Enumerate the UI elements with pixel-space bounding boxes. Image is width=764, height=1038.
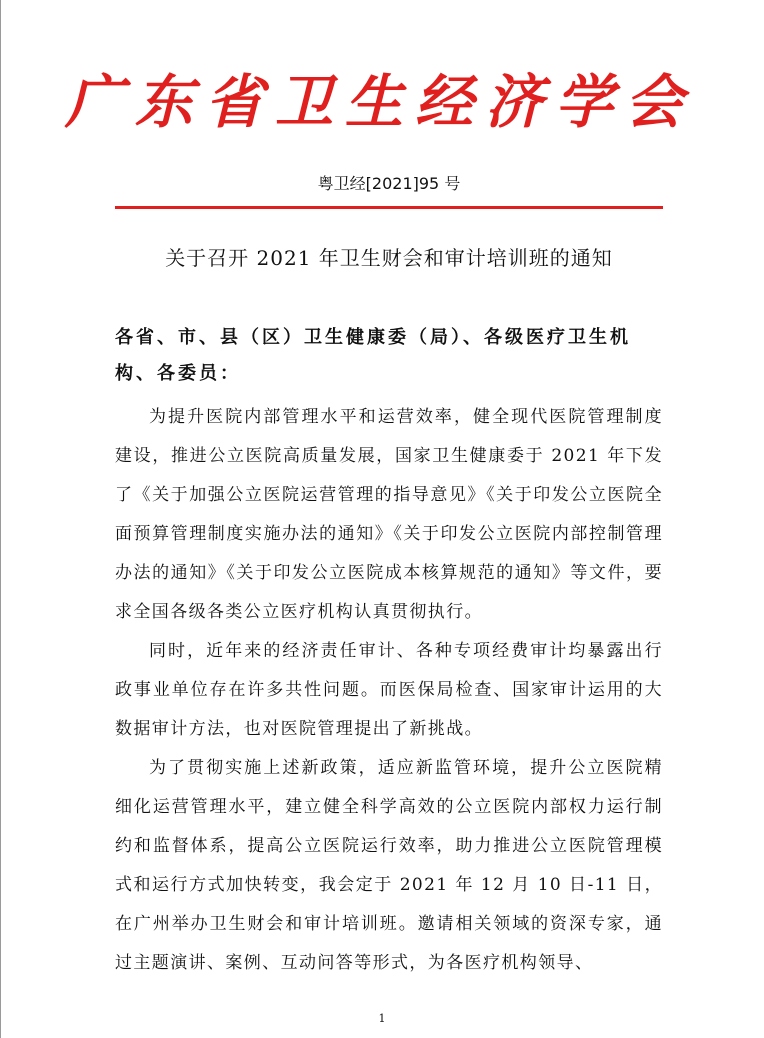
body-paragraph: 同时，近年来的经济责任审计、各种专项经费审计均暴露出行政事业单位存在许多共性问题。而医保局检查、国家审计运用的大数据审计方法，也对医院管理提出了新挑战。	[115, 641, 663, 739]
notice-title: 关于召开 2021 年卫生财会和审计培训班的通知	[165, 246, 613, 270]
red-divider-line	[115, 206, 663, 209]
organization-masthead: 广东省卫生经济学会	[64, 68, 695, 136]
document-number: 粤卫经[2021]95 号	[317, 174, 461, 193]
body-paragraph: 为了贯彻实施上述新政策，适应新监管环境，提升公立医院精细化运营管理水平，建立健全科学高效的公立医院内部权力运行制约和监督体系，提高公立医院运行效率，助力推进公立医院管理模式和运行方式加快转变，我会定于 2021 年 12 月 10 日-11 日，在广州举办卫生财会和审计培训班。邀请相关领域的资深专家，通过主题演讲、案例、互动问答等形式，为各医疗机构领导、	[115, 758, 663, 973]
salutation: 各省、市、县（区）卫生健康委（局）、各级医疗卫生机构、各委员：	[115, 327, 631, 384]
page-number: 1	[378, 1012, 386, 1025]
notice-body	[115, 398, 663, 983]
body-paragraph: 为提升医院内部管理水平和运营效率，健全现代医院管理制度建设，推进公立医院高质量发展，国家卫生健康委于 2021 年下发了《关于加强公立医院运营管理的指导意见》《关于印发公立医院全面预算管理制度实施办法的通知》《关于印发公立医院内部控制管理办法的通知》《关于印发公立医院成本核算规范的通知》等文件，要求全国各级各类公立医疗机构认真贯彻执行。	[115, 407, 663, 622]
page-edge	[0, 0, 1, 1038]
